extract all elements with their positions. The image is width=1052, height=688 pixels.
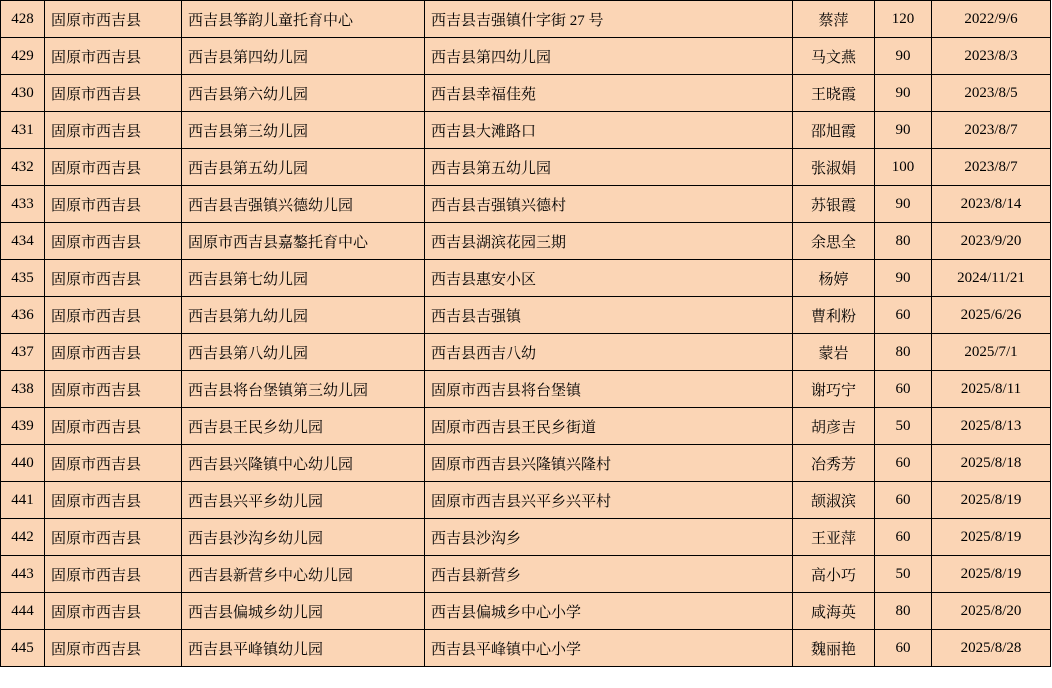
- cell-count[interactable]: 90: [875, 112, 932, 149]
- cell-address[interactable]: 西吉县惠安小区: [425, 260, 793, 297]
- cell-address[interactable]: 西吉县第四幼儿园: [425, 38, 793, 75]
- cell-index[interactable]: 443: [1, 556, 45, 593]
- cell-count[interactable]: 80: [875, 223, 932, 260]
- table-row: [1, 519, 1051, 556]
- table-row: [1, 260, 1051, 297]
- cell-institution[interactable]: 西吉县兴平乡幼儿园: [182, 482, 425, 519]
- cell-count[interactable]: 50: [875, 556, 932, 593]
- cell-region[interactable]: 固原市西吉县: [45, 519, 182, 556]
- cell-region[interactable]: 固原市西吉县: [45, 482, 182, 519]
- cell-date[interactable]: 2025/8/19: [932, 482, 1051, 519]
- cell-address[interactable]: 固原市西吉县王民乡街道: [425, 408, 793, 445]
- cell-person[interactable]: 苏银霞: [793, 186, 875, 223]
- cell-count[interactable]: 60: [875, 482, 932, 519]
- cell-count[interactable]: 60: [875, 445, 932, 482]
- cell-region[interactable]: 固原市西吉县: [45, 75, 182, 112]
- cell-institution[interactable]: 西吉县吉强镇兴德幼儿园: [182, 186, 425, 223]
- cell-institution[interactable]: 西吉县第四幼儿园: [182, 38, 425, 75]
- cell-index[interactable]: 445: [1, 630, 45, 667]
- cell-person[interactable]: 杨婷: [793, 260, 875, 297]
- cell-institution[interactable]: 西吉县筝韵儿童托育中心: [182, 1, 425, 38]
- cell-address[interactable]: 西吉县沙沟乡: [425, 519, 793, 556]
- cell-address[interactable]: 西吉县偏城乡中心小学: [425, 593, 793, 630]
- cell-count[interactable]: 120: [875, 1, 932, 38]
- cell-index[interactable]: 431: [1, 112, 45, 149]
- cell-institution[interactable]: 西吉县第三幼儿园: [182, 112, 425, 149]
- cell-institution[interactable]: 西吉县新营乡中心幼儿园: [182, 556, 425, 593]
- table-row: [1, 75, 1051, 112]
- cell-index[interactable]: 432: [1, 149, 45, 186]
- cell-region[interactable]: 固原市西吉县: [45, 260, 182, 297]
- cell-region[interactable]: 固原市西吉县: [45, 186, 182, 223]
- cell-index[interactable]: 444: [1, 593, 45, 630]
- cell-person[interactable]: 马文燕: [793, 38, 875, 75]
- table-row: [1, 112, 1051, 149]
- cell-index[interactable]: 440: [1, 445, 45, 482]
- cell-date[interactable]: 2022/9/6: [932, 1, 1051, 38]
- cell-region[interactable]: 固原市西吉县: [45, 408, 182, 445]
- cell-address[interactable]: 西吉县吉强镇兴德村: [425, 186, 793, 223]
- cell-index[interactable]: 441: [1, 482, 45, 519]
- cell-date[interactable]: 2025/7/1: [932, 334, 1051, 371]
- cell-person[interactable]: 魏丽艳: [793, 630, 875, 667]
- cell-index[interactable]: 439: [1, 408, 45, 445]
- cell-region[interactable]: 固原市西吉县: [45, 371, 182, 408]
- cell-person[interactable]: 颉淑滨: [793, 482, 875, 519]
- cell-date[interactable]: 2025/8/13: [932, 408, 1051, 445]
- cell-date[interactable]: 2025/8/20: [932, 593, 1051, 630]
- cell-address[interactable]: 西吉县吉强镇: [425, 297, 793, 334]
- cell-person[interactable]: 曹利粉: [793, 297, 875, 334]
- cell-person[interactable]: 王亚萍: [793, 519, 875, 556]
- cell-person[interactable]: 张淑娟: [793, 149, 875, 186]
- cell-person[interactable]: 王晓霞: [793, 75, 875, 112]
- cell-region[interactable]: 固原市西吉县: [45, 334, 182, 371]
- cell-region[interactable]: 固原市西吉县: [45, 297, 182, 334]
- cell-index[interactable]: 435: [1, 260, 45, 297]
- table-row: [1, 556, 1051, 593]
- cell-date[interactable]: 2023/8/5: [932, 75, 1051, 112]
- cell-region[interactable]: 固原市西吉县: [45, 445, 182, 482]
- cell-region[interactable]: 固原市西吉县: [45, 593, 182, 630]
- cell-date[interactable]: 2023/8/3: [932, 38, 1051, 75]
- cell-address[interactable]: 西吉县吉强镇什字街 27 号: [425, 1, 793, 38]
- cell-institution[interactable]: 西吉县平峰镇幼儿园: [182, 630, 425, 667]
- cell-region[interactable]: 固原市西吉县: [45, 1, 182, 38]
- cell-region[interactable]: 固原市西吉县: [45, 223, 182, 260]
- cell-count[interactable]: 60: [875, 371, 932, 408]
- cell-institution[interactable]: 西吉县第六幼儿园: [182, 75, 425, 112]
- cell-date[interactable]: 2024/11/21: [932, 260, 1051, 297]
- cell-institution[interactable]: 西吉县偏城乡幼儿园: [182, 593, 425, 630]
- cell-address[interactable]: 西吉县幸福佳苑: [425, 75, 793, 112]
- table-row: [1, 149, 1051, 186]
- cell-address[interactable]: 西吉县第五幼儿园: [425, 149, 793, 186]
- cell-institution[interactable]: 西吉县第八幼儿园: [182, 334, 425, 371]
- cell-count[interactable]: 90: [875, 38, 932, 75]
- cell-date[interactable]: 2023/9/20: [932, 223, 1051, 260]
- cell-index[interactable]: 433: [1, 186, 45, 223]
- cell-date[interactable]: 2023/8/7: [932, 149, 1051, 186]
- table-row: [1, 186, 1051, 223]
- cell-date[interactable]: 2023/8/7: [932, 112, 1051, 149]
- cell-person[interactable]: 余思全: [793, 223, 875, 260]
- cell-count[interactable]: 80: [875, 593, 932, 630]
- cell-index[interactable]: 436: [1, 297, 45, 334]
- cell-address[interactable]: 固原市西吉县将台堡镇: [425, 371, 793, 408]
- cell-address[interactable]: 西吉县湖滨花园三期: [425, 223, 793, 260]
- table-row: [1, 408, 1051, 445]
- cell-date[interactable]: 2025/6/26: [932, 297, 1051, 334]
- cell-person[interactable]: 蒙岩: [793, 334, 875, 371]
- cell-region[interactable]: 固原市西吉县: [45, 556, 182, 593]
- cell-person[interactable]: 谢巧宁: [793, 371, 875, 408]
- cell-region[interactable]: 固原市西吉县: [45, 149, 182, 186]
- cell-date[interactable]: 2023/8/14: [932, 186, 1051, 223]
- cell-date[interactable]: 2025/8/19: [932, 556, 1051, 593]
- cell-address[interactable]: 西吉县新营乡: [425, 556, 793, 593]
- cell-count[interactable]: 90: [875, 75, 932, 112]
- cell-date[interactable]: 2025/8/18: [932, 445, 1051, 482]
- cell-index[interactable]: 434: [1, 223, 45, 260]
- table-row: [1, 371, 1051, 408]
- table-row: [1, 482, 1051, 519]
- cell-region[interactable]: 固原市西吉县: [45, 112, 182, 149]
- cell-count[interactable]: 60: [875, 297, 932, 334]
- table-row: [1, 297, 1051, 334]
- cell-person[interactable]: 邵旭霞: [793, 112, 875, 149]
- cell-index[interactable]: 430: [1, 75, 45, 112]
- cell-person[interactable]: 冶秀芳: [793, 445, 875, 482]
- cell-institution[interactable]: 西吉县王民乡幼儿园: [182, 408, 425, 445]
- cell-institution[interactable]: 西吉县沙沟乡幼儿园: [182, 519, 425, 556]
- cell-institution[interactable]: 西吉县第五幼儿园: [182, 149, 425, 186]
- cell-region[interactable]: 固原市西吉县: [45, 630, 182, 667]
- cell-institution[interactable]: 西吉县第九幼儿园: [182, 297, 425, 334]
- cell-count[interactable]: 60: [875, 630, 932, 667]
- cell-person[interactable]: 胡彦吉: [793, 408, 875, 445]
- table-row: [1, 630, 1051, 667]
- cell-institution[interactable]: 西吉县兴隆镇中心幼儿园: [182, 445, 425, 482]
- cell-count[interactable]: 100: [875, 149, 932, 186]
- cell-count[interactable]: 80: [875, 334, 932, 371]
- cell-index[interactable]: 442: [1, 519, 45, 556]
- table-row: [1, 593, 1051, 630]
- cell-index[interactable]: 438: [1, 371, 45, 408]
- cell-count[interactable]: 50: [875, 408, 932, 445]
- table-row: [1, 445, 1051, 482]
- cell-index[interactable]: 428: [1, 1, 45, 38]
- cell-institution[interactable]: 西吉县第七幼儿园: [182, 260, 425, 297]
- cell-address[interactable]: 西吉县大滩路口: [425, 112, 793, 149]
- cell-region[interactable]: 固原市西吉县: [45, 38, 182, 75]
- table-body: [1, 1, 1051, 667]
- cell-address[interactable]: 西吉县平峰镇中心小学: [425, 630, 793, 667]
- cell-person[interactable]: 咸海英: [793, 593, 875, 630]
- table-row: [1, 334, 1051, 371]
- cell-address[interactable]: 西吉县西吉八幼: [425, 334, 793, 371]
- cell-institution[interactable]: 西吉县将台堡镇第三幼儿园: [182, 371, 425, 408]
- cell-person[interactable]: 高小巧: [793, 556, 875, 593]
- cell-date[interactable]: 2025/8/11: [932, 371, 1051, 408]
- cell-count[interactable]: 90: [875, 260, 932, 297]
- table-row: [1, 1, 1051, 38]
- cell-date[interactable]: 2025/8/19: [932, 519, 1051, 556]
- cell-person[interactable]: 蔡萍: [793, 1, 875, 38]
- cell-index[interactable]: 437: [1, 334, 45, 371]
- cell-institution[interactable]: 固原市西吉县嘉鏊托育中心: [182, 223, 425, 260]
- table-row: [1, 223, 1051, 260]
- cell-count[interactable]: 60: [875, 519, 932, 556]
- cell-count[interactable]: 90: [875, 186, 932, 223]
- cell-address[interactable]: 固原市西吉县兴平乡兴平村: [425, 482, 793, 519]
- cell-date[interactable]: 2025/8/28: [932, 630, 1051, 667]
- table-row: [1, 38, 1051, 75]
- cell-address[interactable]: 固原市西吉县兴隆镇兴隆村: [425, 445, 793, 482]
- cell-index[interactable]: 429: [1, 38, 45, 75]
